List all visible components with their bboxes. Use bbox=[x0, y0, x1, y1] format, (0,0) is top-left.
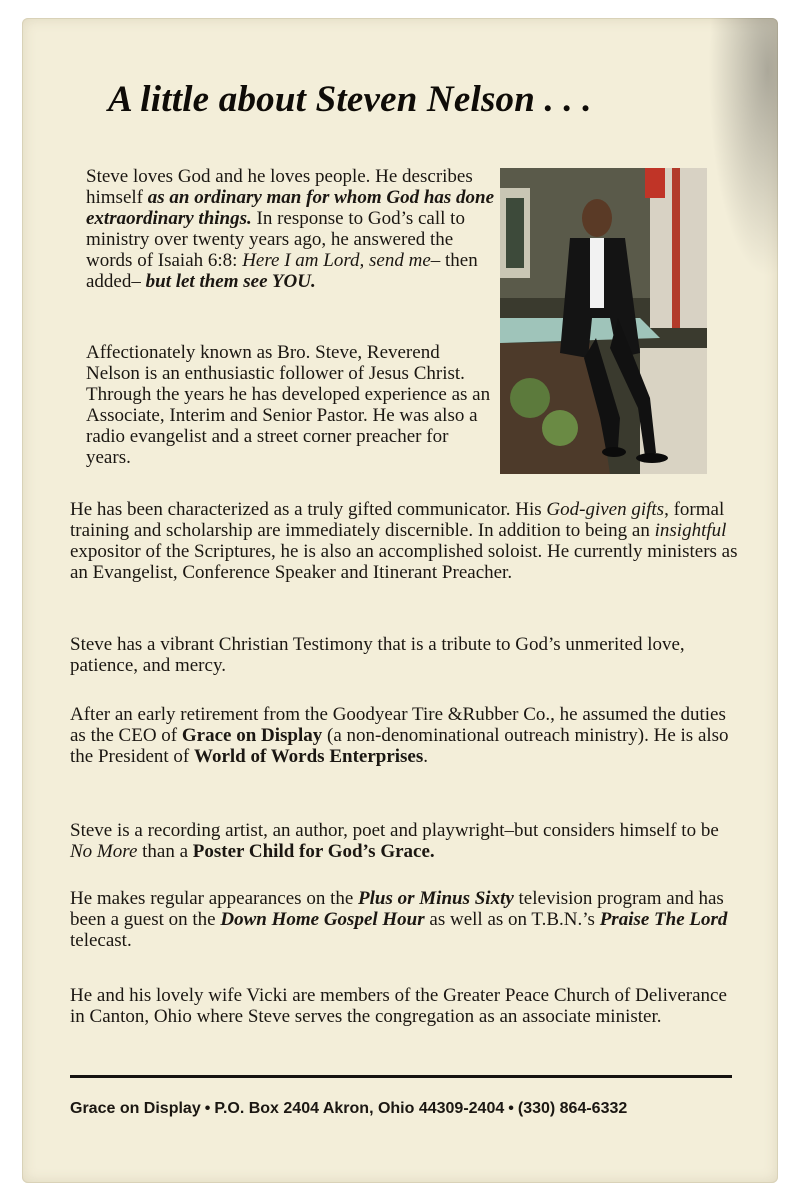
scripture-quote: Here I am Lord, send me– bbox=[242, 250, 441, 271]
paragraph-career bbox=[70, 704, 738, 767]
ink-speckle bbox=[708, 18, 778, 278]
footer-address: P.O. Box 2404 Akron, Ohio 44309-2404 bbox=[214, 1100, 505, 1117]
footer-divider bbox=[70, 1075, 732, 1078]
italic-text: insightful bbox=[654, 520, 727, 541]
footer-phone: (330) 864-6332 bbox=[517, 1100, 628, 1117]
bullet-separator: • bbox=[204, 1100, 211, 1117]
emphasis-text: but let them see YOU. bbox=[145, 271, 316, 292]
bold-text: Poster Child for God’s Grace. bbox=[192, 841, 435, 862]
bullet-separator: • bbox=[508, 1100, 514, 1117]
paragraph-artist bbox=[70, 820, 738, 862]
footer-org: Grace on Display bbox=[70, 1100, 201, 1117]
bold-text: World of Words Enterprises bbox=[194, 746, 424, 767]
paragraph-appearances bbox=[70, 888, 738, 951]
text-run: television program and has been a guest on the bbox=[70, 888, 724, 930]
text-run: as well as on T.B.N.’s bbox=[424, 909, 600, 930]
page-title: A little about Steven Nelson . . . bbox=[108, 79, 592, 120]
program-title: Praise The Lord bbox=[599, 909, 728, 930]
text-run: Steve is a recording artist, an author, poet and playwright–but considers himself to be bbox=[70, 820, 719, 841]
paragraph-family: He and his lovely wife Vicki are members of the Greater Peace Church of Deliverance in Canton, Ohio where Steve serves the congregation as an associate minister. bbox=[70, 985, 727, 1027]
text-run: (a non-denominational outreach ministry). He is also the President of bbox=[70, 725, 729, 767]
paragraph-affectionately: Affectionately known as Bro. Steve, Reverend Nelson is an enthusiastic follower of Jesus Christ. Through the years he has developed experience as an Associate, Interim and Senior Pastor. He was also a radio evangelist and a street corner preacher for years. bbox=[86, 342, 491, 468]
paragraph-communicator bbox=[70, 499, 738, 583]
footer-contact bbox=[70, 1100, 734, 1118]
emphasis-text: as an ordinary man for whom God has done extraordinary things. bbox=[86, 187, 495, 229]
text-run: , formal training and scholarship are immediately discernible. In addition to being an bbox=[70, 499, 725, 541]
text-run: then added– bbox=[86, 250, 478, 292]
bold-text: Grace on Display bbox=[181, 725, 323, 746]
text-run: After an early retirement from the Goodyear Tire &Rubber Co., he assumed the duties as the CEO of bbox=[70, 704, 726, 746]
text-run: Steve loves God and he loves people. He describes himself bbox=[86, 166, 473, 208]
text-run: telecast. bbox=[70, 930, 132, 951]
paragraph-testimony: Steve has a vibrant Christian Testimony that is a tribute to God’s unmerited love, patience, and mercy. bbox=[70, 634, 685, 676]
text-run: than a bbox=[137, 841, 193, 862]
text-run: expositor of the Scriptures, he is also an accomplished soloist. He currently ministers as an Evangelist, Conference Speaker and Itinerant Preacher. bbox=[70, 541, 738, 583]
portrait-photo bbox=[500, 168, 707, 474]
italic-text: God-given gifts bbox=[546, 499, 665, 520]
program-title: Down Home Gospel Hour bbox=[220, 909, 425, 930]
text-run: He makes regular appearances on the bbox=[70, 888, 359, 909]
text-run: In response to God’s call to ministry over twenty years ago, he answered the words of Isaiah 6:8: bbox=[86, 208, 465, 271]
text-run: . bbox=[423, 746, 429, 767]
italic-text: No More bbox=[70, 841, 138, 862]
portrait-image bbox=[500, 168, 707, 474]
text-run: He has been characterized as a truly gifted communicator. His bbox=[70, 499, 547, 520]
program-title: Plus or Minus Sixty bbox=[358, 888, 514, 909]
paragraph-intro bbox=[86, 166, 496, 292]
